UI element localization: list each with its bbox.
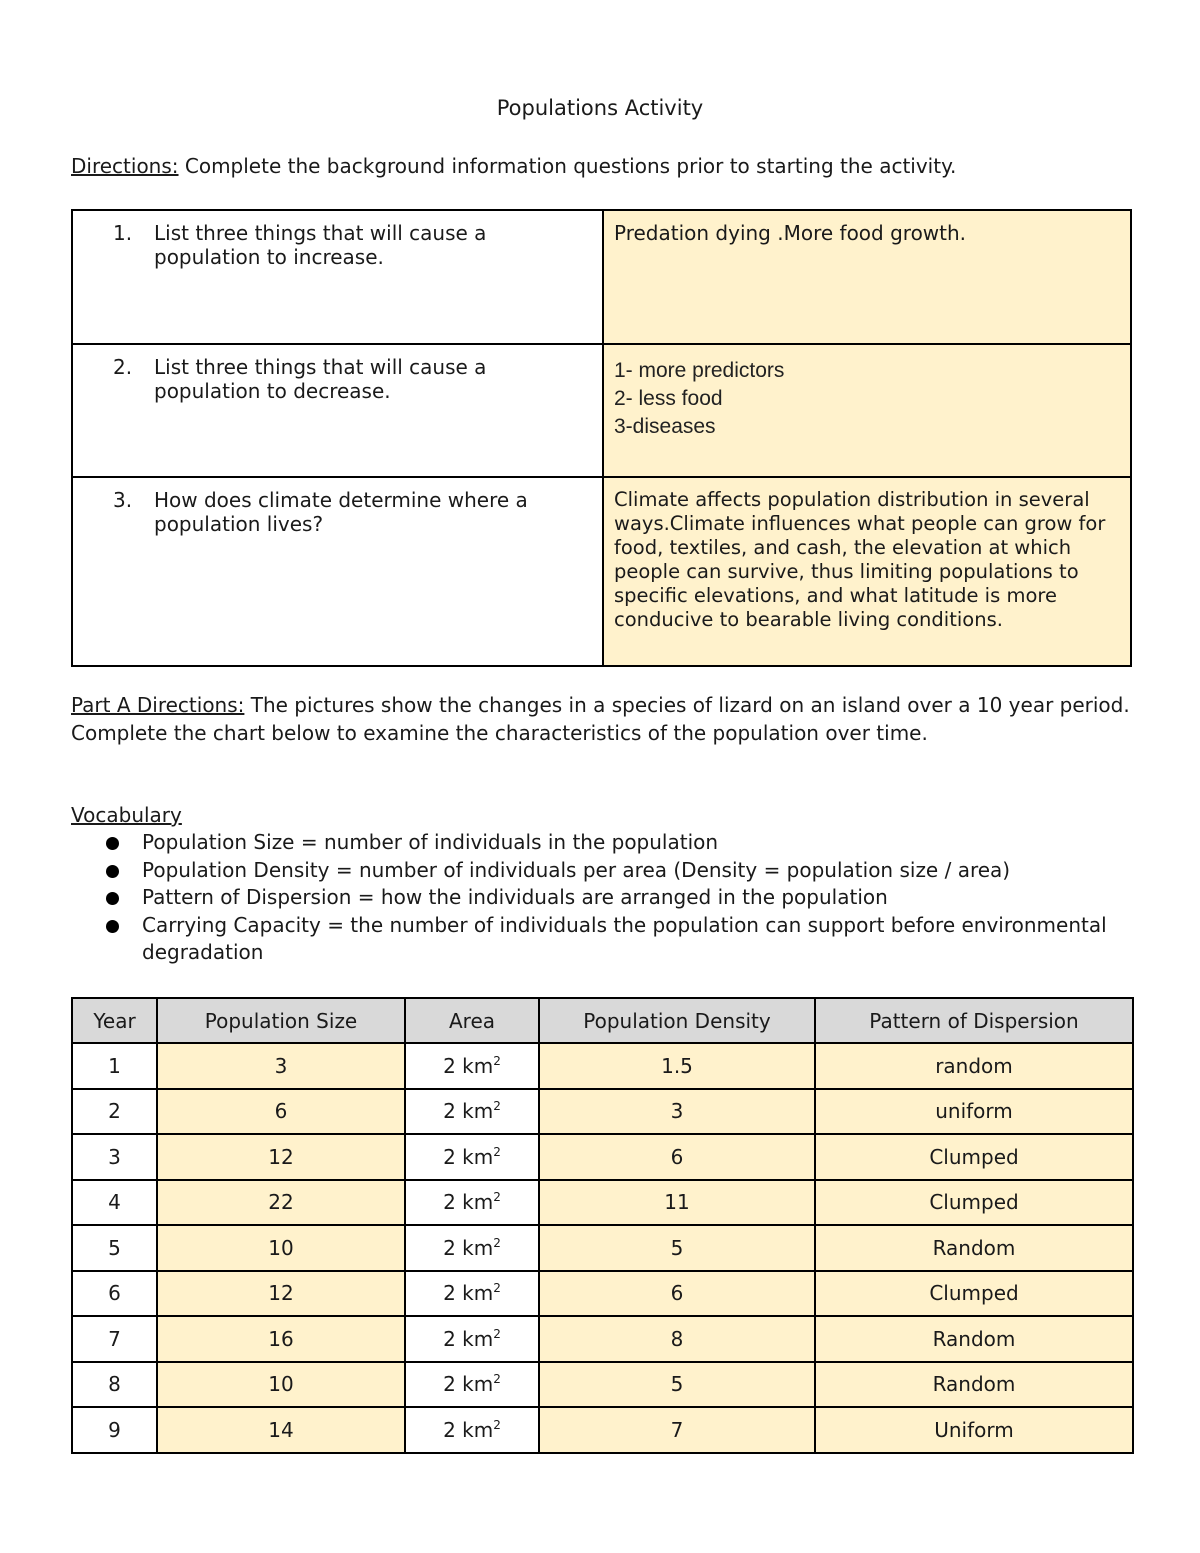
area-exponent: 2 [493, 1326, 501, 1341]
part-a-text: The pictures show the changes in a species of lizard on an island over a 10 year period. Complete the chart below to examine the characteristics of the population over time. [71, 693, 1130, 745]
vocabulary-item [103, 857, 1133, 885]
population-size-cell[interactable]: 3 [157, 1043, 405, 1089]
population-size-cell[interactable]: 10 [157, 1362, 405, 1408]
area-cell [405, 1362, 539, 1408]
year-cell: 1 [72, 1043, 157, 1089]
pattern-of-dispersion-cell[interactable]: Uniform [815, 1407, 1133, 1453]
question-cell [72, 210, 603, 344]
population-data-table [71, 997, 1134, 1454]
population-density-cell[interactable]: 8 [539, 1316, 815, 1362]
header-population-density: Population Density [539, 998, 815, 1043]
question-text: List three things that will cause a population to increase. [154, 221, 487, 269]
question-number: 2. [113, 355, 133, 379]
vocabulary-text: Carrying Capacity = the number of individuals the population can support before environmental degradation [142, 912, 1107, 964]
answer-line: 2- less food [614, 387, 723, 410]
year-cell: 4 [72, 1180, 157, 1226]
question-cell [72, 344, 603, 477]
header-area: Area [405, 998, 539, 1043]
area-exponent: 2 [493, 1053, 501, 1068]
area-cell [405, 1271, 539, 1317]
population-size-cell[interactable]: 22 [157, 1180, 405, 1226]
population-size-cell[interactable]: 16 [157, 1316, 405, 1362]
population-size-cell[interactable]: 12 [157, 1134, 405, 1180]
pattern-of-dispersion-cell[interactable]: Random [815, 1225, 1133, 1271]
area-exponent: 2 [493, 1417, 501, 1432]
pattern-of-dispersion-cell[interactable]: uniform [815, 1089, 1133, 1135]
vocabulary-item [103, 884, 1133, 912]
answer-text: Predation dying .More food growth. [614, 221, 967, 245]
area-value: 2 km [443, 1053, 494, 1078]
area-cell [405, 1316, 539, 1362]
area-value: 2 km [443, 1372, 494, 1397]
vocabulary-item [103, 829, 1133, 857]
area-value: 2 km [443, 1099, 494, 1124]
answer-line: 1- more predictors [614, 359, 785, 382]
answer-cell[interactable] [603, 344, 1131, 477]
part-a-directions [71, 691, 1131, 747]
area-exponent: 2 [493, 1281, 501, 1296]
table-row [72, 1316, 1133, 1362]
population-size-cell[interactable]: 14 [157, 1407, 405, 1453]
vocabulary-heading: Vocabulary [71, 803, 182, 827]
question-text: List three things that will cause a population to decrease. [154, 355, 487, 403]
bullet-icon [106, 865, 119, 878]
pattern-of-dispersion-cell[interactable]: random [815, 1043, 1133, 1089]
question-number: 1. [113, 221, 133, 245]
question-number: 3. [113, 488, 133, 512]
area-cell [405, 1407, 539, 1453]
table-row [72, 1225, 1133, 1271]
area-exponent: 2 [493, 1235, 501, 1250]
population-density-cell[interactable]: 11 [539, 1180, 815, 1226]
table-row [72, 1043, 1133, 1089]
vocabulary-text: Population Density = number of individuals per area (Density = population size / area) [142, 857, 1011, 882]
bullet-icon [106, 892, 119, 905]
table-row [72, 1407, 1133, 1453]
answer-cell[interactable] [603, 210, 1131, 344]
question-row [72, 210, 1131, 344]
part-a-label: Part A Directions: [71, 693, 245, 717]
directions-label: Directions: [71, 154, 179, 178]
table-row [72, 1271, 1133, 1317]
table-row [72, 1180, 1133, 1226]
year-cell: 6 [72, 1271, 157, 1317]
year-cell: 7 [72, 1316, 157, 1362]
population-size-cell[interactable]: 6 [157, 1089, 405, 1135]
population-density-cell[interactable]: 3 [539, 1089, 815, 1135]
vocabulary-text: Population Size = number of individuals in the population [142, 830, 719, 854]
pattern-of-dispersion-cell[interactable]: Random [815, 1362, 1133, 1408]
area-cell [405, 1225, 539, 1271]
population-density-cell[interactable]: 1.5 [539, 1043, 815, 1089]
page-title: Populations Activity [496, 96, 704, 120]
table-row [72, 1362, 1133, 1408]
year-cell: 5 [72, 1225, 157, 1271]
area-cell [405, 1134, 539, 1180]
population-density-cell[interactable]: 5 [539, 1362, 815, 1408]
vocabulary-text: Pattern of Dispersion = how the individuals are arranged in the population [142, 885, 888, 909]
year-cell: 2 [72, 1089, 157, 1135]
pattern-of-dispersion-cell[interactable]: Clumped [815, 1180, 1133, 1226]
area-cell [405, 1089, 539, 1135]
area-value: 2 km [443, 1144, 494, 1169]
header-population-size: Population Size [157, 998, 405, 1043]
population-density-cell[interactable]: 6 [539, 1271, 815, 1317]
question-row [72, 477, 1131, 666]
population-density-cell[interactable]: 5 [539, 1225, 815, 1271]
population-density-cell[interactable]: 6 [539, 1134, 815, 1180]
population-size-cell[interactable]: 12 [157, 1271, 405, 1317]
header-pattern-of-dispersion: Pattern of Dispersion [815, 998, 1133, 1043]
directions-text: Complete the background information questions prior to starting the activity. [178, 154, 957, 178]
table-header-row [72, 998, 1133, 1043]
area-cell [405, 1043, 539, 1089]
background-questions-table [71, 209, 1132, 667]
question-row [72, 344, 1131, 477]
year-cell: 3 [72, 1134, 157, 1180]
area-exponent: 2 [493, 1144, 501, 1159]
header-year: Year [72, 998, 157, 1043]
table-row [72, 1089, 1133, 1135]
area-value: 2 km [443, 1326, 494, 1351]
area-exponent: 2 [493, 1190, 501, 1205]
population-size-cell[interactable]: 10 [157, 1225, 405, 1271]
answer-text: Climate affects population distribution in several ways.Climate influences what people can grow for food, textiles, and cash, the elevation at which people can survive, thus limiting populations to specific elevations, and what latitude is more conducive to bearable living conditions. [614, 488, 1106, 631]
year-cell: 9 [72, 1407, 157, 1453]
bullet-icon [106, 920, 119, 933]
pattern-of-dispersion-cell[interactable]: Clumped [815, 1134, 1133, 1180]
area-value: 2 km [443, 1417, 494, 1442]
pattern-of-dispersion-cell[interactable]: Random [815, 1316, 1133, 1362]
area-value: 2 km [443, 1235, 494, 1260]
vocabulary-list [103, 829, 1133, 967]
area-cell [405, 1180, 539, 1226]
area-value: 2 km [443, 1281, 494, 1306]
population-density-cell[interactable]: 7 [539, 1407, 815, 1453]
area-exponent: 2 [493, 1099, 501, 1114]
vocabulary-item [103, 912, 1133, 967]
directions [71, 152, 1141, 180]
bullet-icon [106, 837, 119, 850]
question-text: How does climate determine where a population lives? [154, 488, 528, 536]
table-row [72, 1134, 1133, 1180]
question-cell [72, 477, 603, 666]
pattern-of-dispersion-cell[interactable]: Clumped [815, 1271, 1133, 1317]
answer-cell[interactable] [603, 477, 1131, 666]
year-cell: 8 [72, 1362, 157, 1408]
area-value: 2 km [443, 1190, 494, 1215]
answer-line: 3-diseases [614, 415, 716, 438]
area-exponent: 2 [493, 1372, 501, 1387]
